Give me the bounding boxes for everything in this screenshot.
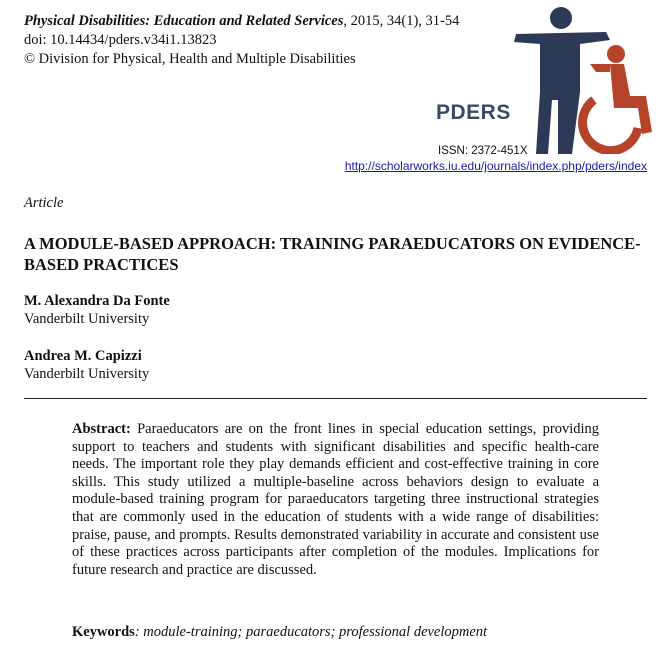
pders-logo-icon xyxy=(506,4,656,154)
author-affiliation: Vanderbilt University xyxy=(24,366,150,382)
journal-citation xyxy=(24,13,459,30)
article-type: Article xyxy=(24,195,64,211)
author-name: Andrea M. Capizzi xyxy=(24,348,142,364)
paper-title: A MODULE-BASED APPROACH: TRAINING PARAEDUCATORS ON EVIDENCE-BASED PRACTICES xyxy=(24,234,641,274)
division-credit: © Division for Physical, Health and Multiple Disabilities xyxy=(24,51,356,67)
issn: ISSN: 2372-451X xyxy=(438,145,528,157)
citation-details: , 2015, 34(1), 31-54 xyxy=(343,13,460,29)
keywords xyxy=(72,624,487,641)
journal-url-link[interactable]: http://scholarworks.iu.edu/journals/index.php/pders/index xyxy=(344,159,647,173)
abstract xyxy=(72,421,599,579)
author-name: M. Alexandra Da Fonte xyxy=(24,293,170,309)
keywords-label: Keywords xyxy=(72,624,135,640)
logo-text: PDERS xyxy=(436,101,511,124)
section-divider xyxy=(24,398,647,399)
doi: doi: 10.14434/pders.v34i1.13823 xyxy=(24,32,217,48)
abstract-text: Paraeducators are on the front lines in special education settings, providing support to teachers and students with significant disabilities and specific health-care needs. The important role they play demands efficient and cost-effective training in core skills. This study utilized a multiple-baseline across behaviors design to evaluate a module-based training program for paraeducators targeting three instructional strategies that are commonly used in the education of students with a wide range of disabilities: praise, pause, and prompts. Results demonstrated variability in accurate and consistent use of these practices across participants after completion of the modules. Implications for future research and practice are discussed. xyxy=(72,421,599,578)
author-affiliation: Vanderbilt University xyxy=(24,311,150,327)
standing-figure-icon xyxy=(514,7,610,154)
wheelchair-figure-icon xyxy=(583,45,652,151)
journal-name: Physical Disabilities: Education and Related Services xyxy=(24,13,344,29)
keywords-text: : module-training; paraeducators; professional development xyxy=(134,624,488,640)
abstract-label: Abstract: xyxy=(72,421,131,437)
